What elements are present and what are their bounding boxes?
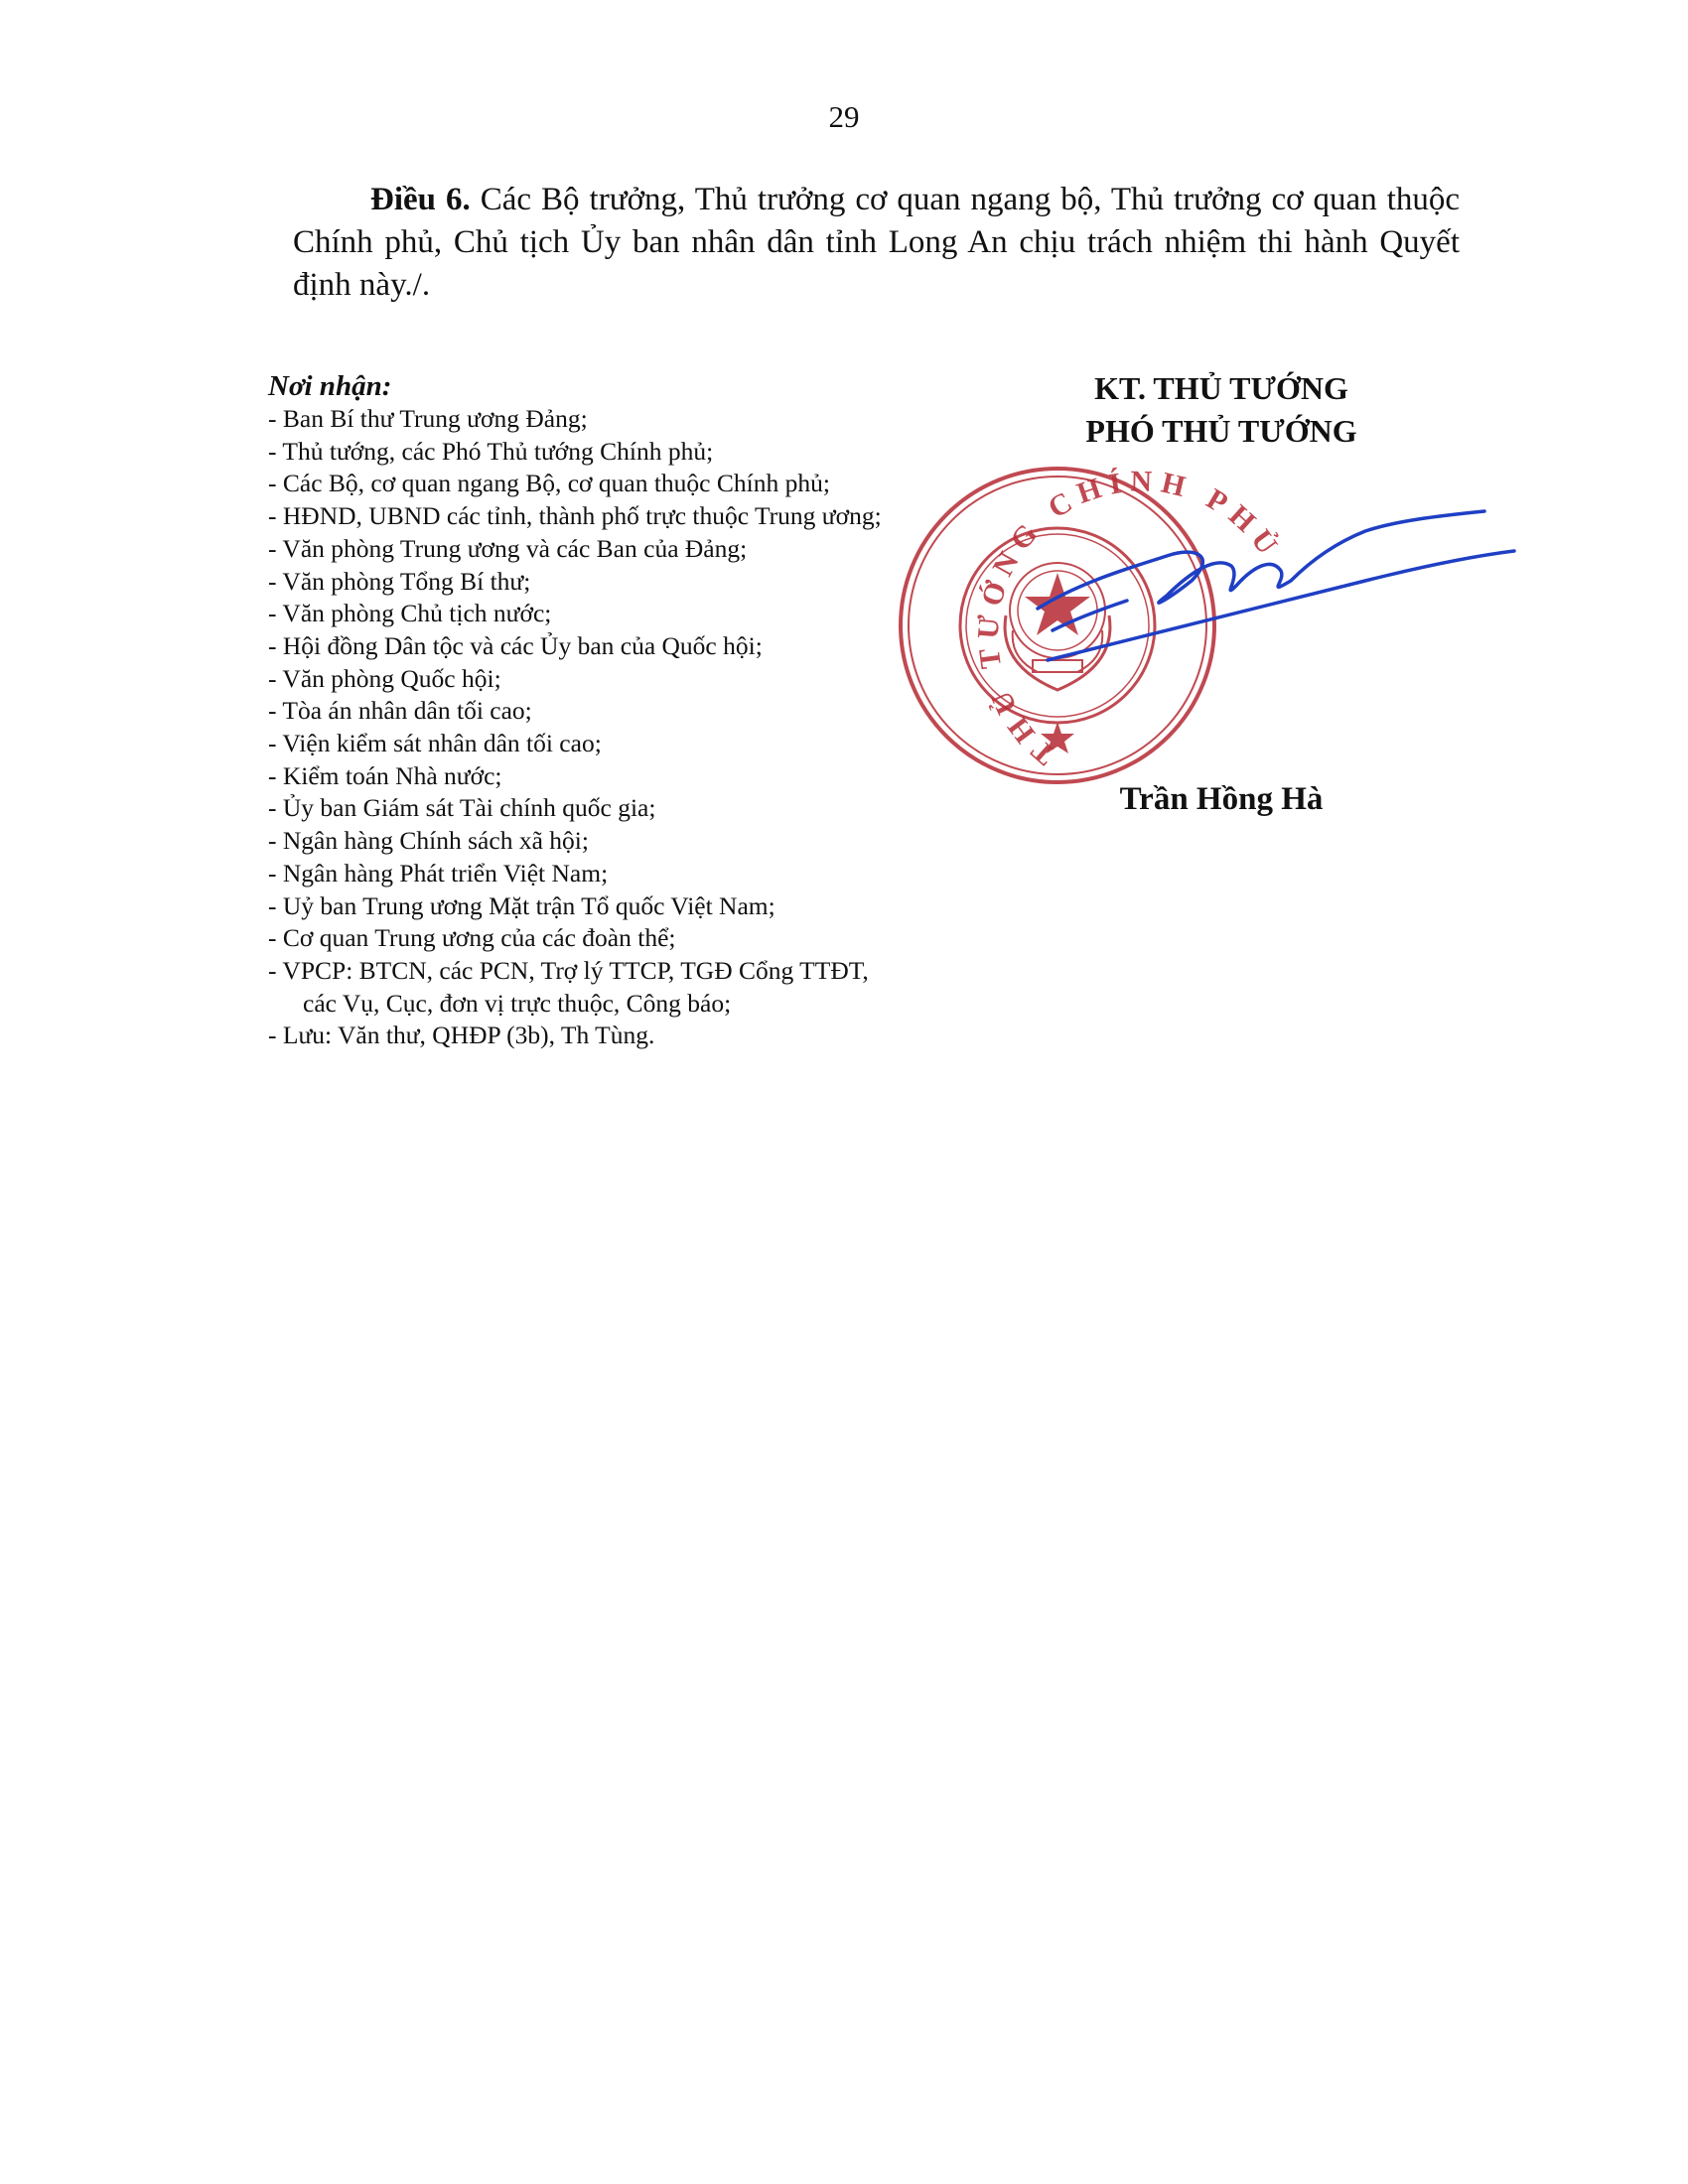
signer-name: Trần Hồng Hà [1119, 781, 1324, 817]
recipient-item: - Văn phòng Chủ tịch nước; [268, 599, 552, 628]
signer-title [993, 367, 1450, 453]
article-label: Điều 6. [370, 182, 471, 217]
recipients-list [268, 403, 963, 1052]
recipient-item: - Ban Bí thư Trung ương Đảng; [268, 404, 588, 433]
recipient-item: - Viện kiểm sát nhân dân tối cao; [268, 729, 602, 758]
recipient-item-continuation: các Vụ, Cục, đơn vị trực thuộc, Công báo; [303, 988, 732, 1018]
recipient-item: - Uỷ ban Trung ương Mặt trận Tổ quốc Việt Nam; [268, 890, 775, 920]
recipients-block [268, 369, 963, 1052]
recipient-item: - Văn phòng Quốc hội; [268, 663, 501, 693]
recipient-item: - Văn phòng Trung ương và các Ban của Đảng; [268, 533, 748, 563]
recipient-item: - Văn phòng Tổng Bí thư; [268, 566, 531, 596]
recipients-heading: Nơi nhận: [268, 370, 392, 402]
recipient-item: - Các Bộ, cơ quan ngang Bộ, cơ quan thuộc Chính phủ; [268, 469, 830, 498]
article-6 [293, 179, 1460, 307]
recipient-item-vpcp [268, 955, 963, 1020]
recipient-item: - Hội đồng Dân tộc và các Ủy ban của Quốc hội; [268, 630, 763, 660]
recipient-item: - HĐND, UBND các tỉnh, thành phố trực thuộc Trung ương; [268, 501, 882, 531]
recipient-item: - Thủ tướng, các Phó Thủ tướng Chính phủ; [268, 436, 714, 466]
recipient-item: - Tòa án nhân dân tối cao; [268, 696, 532, 726]
recipient-item: - Kiểm toán Nhà nước; [268, 760, 502, 790]
signer-title-line1: KT. THỦ TƯỚNG [1094, 370, 1348, 406]
recipient-item: - Cơ quan Trung ương của các đoàn thể; [268, 923, 676, 953]
stamp-svg [899, 462, 1544, 789]
recipient-item: - Ngân hàng Chính sách xã hội; [268, 826, 589, 856]
recipient-item-text: - VPCP: BTCN, các PCN, Trợ lý TTCP, TGĐ Cổng TTĐT, [268, 955, 869, 985]
signer-title-line2: PHÓ THỦ TƯỚNG [1085, 413, 1357, 449]
recipient-item: - Ủy ban Giám sát Tài chính quốc gia; [268, 793, 656, 823]
seal-text-path: THỦ TƯỚNG CHÍNH PHỦ [971, 465, 1289, 771]
recipient-item: - Lưu: Văn thư, QHĐP (3b), Th Tùng. [268, 1021, 655, 1050]
recipient-item: - Ngân hàng Phát triển Việt Nam; [268, 858, 609, 887]
article-text: Các Bộ trưởng, Thủ trưởng cơ quan ngang bộ, Thủ trưởng cơ quan thuộc Chính phủ, Chủ tịch Ủy ban nhân dân tỉnh Long An chịu trách nhiệm thi hành Quyết định này./. [293, 182, 1461, 303]
stamp-and-signature [899, 462, 1544, 789]
page-number: 29 [828, 99, 860, 134]
